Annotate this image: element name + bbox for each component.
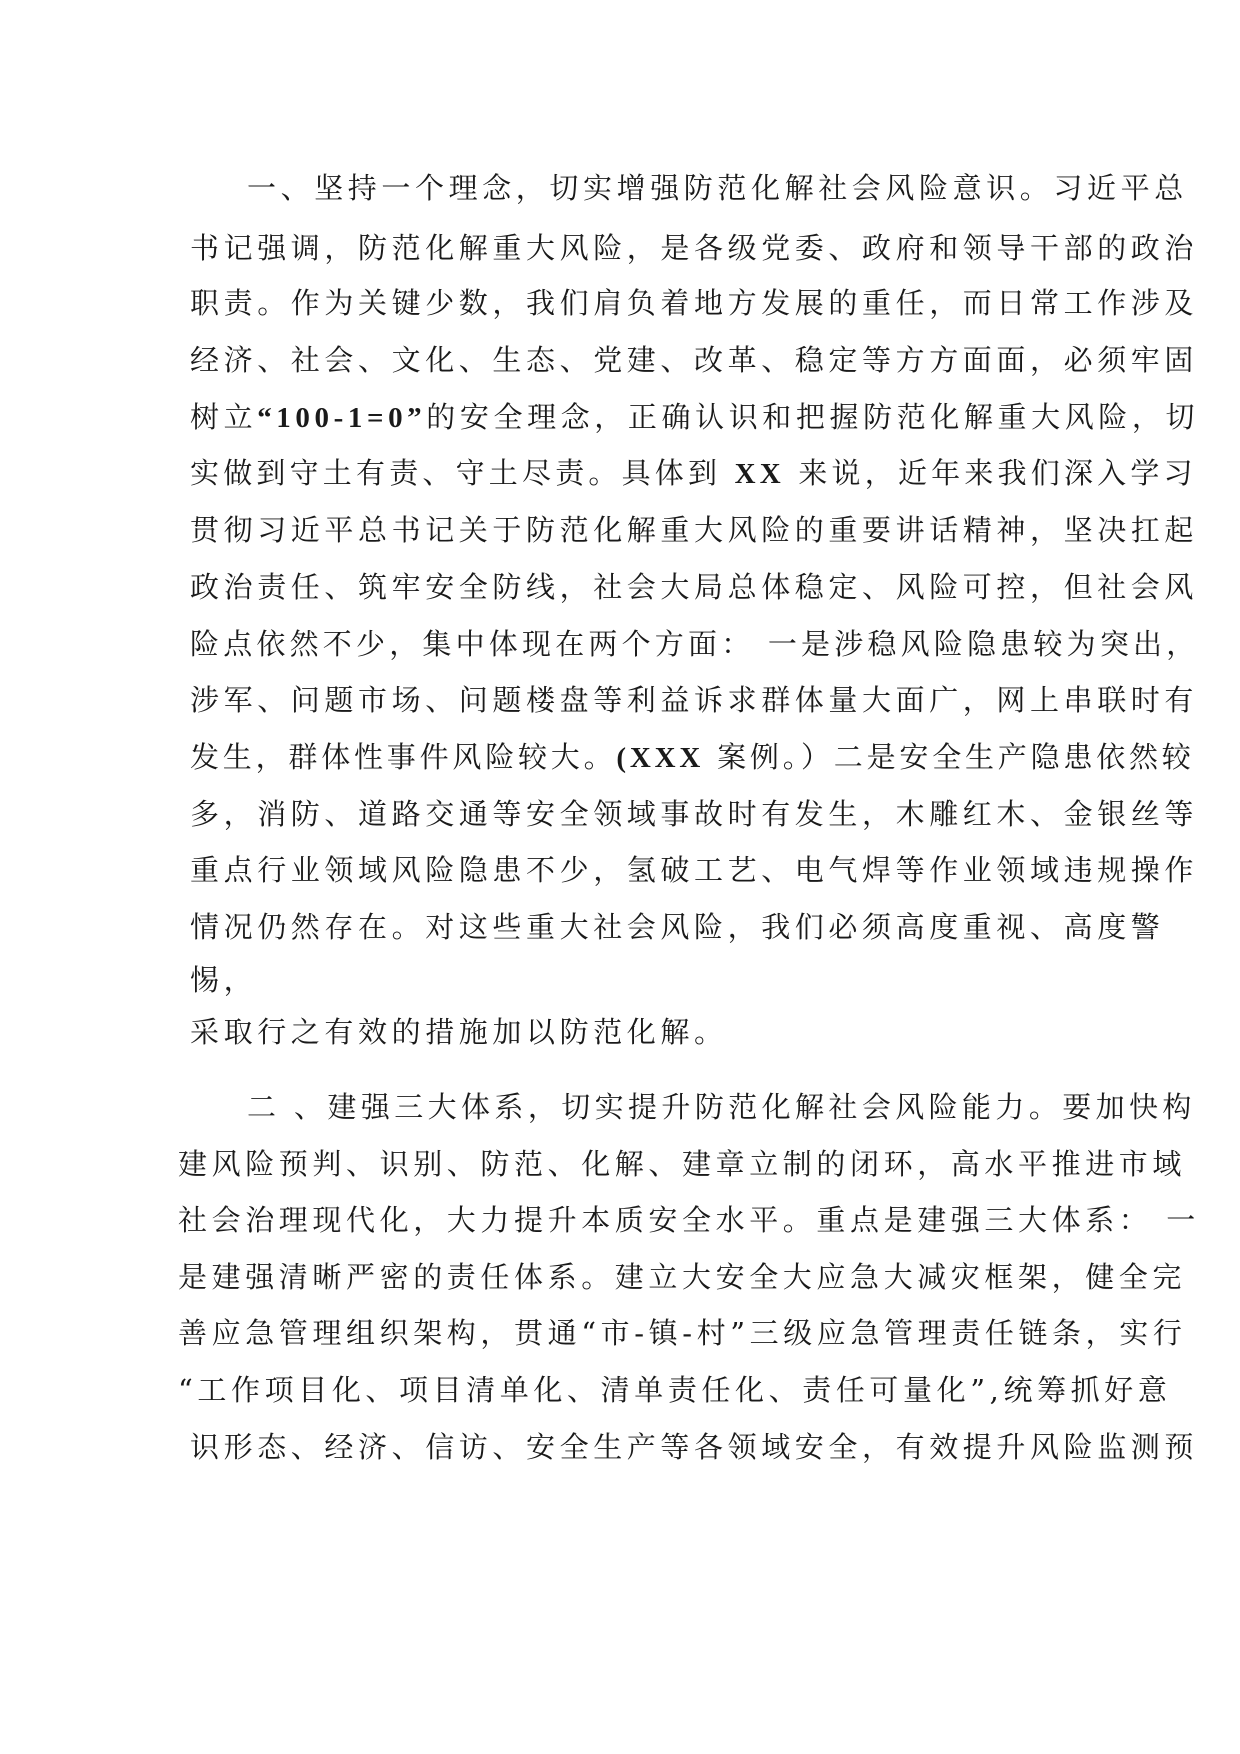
- paragraph-line: 一、坚持一个理念，切实增强防范化解社会风险意识。习近平总: [247, 171, 1188, 205]
- paragraph-line: 贯彻习近平总书记关于防范化解重大风险的重要讲话精神，坚决扛起: [190, 513, 1199, 547]
- paragraph-line: 采取行之有效的措施加以防范化解。: [190, 1015, 728, 1049]
- text-span: 发生，群体性事件风险较大。: [190, 740, 617, 774]
- paragraph-line: [190, 453, 1197, 494]
- paragraph-line: 是建强清晰严密的责任体系。建立大安全大应急大减灾框架，健全完: [178, 1260, 1187, 1294]
- paragraph-line: 重点行业领域风险隐患不少，氢破工艺、电气焊等作业领域违规操作: [190, 853, 1199, 887]
- paragraph-line: [190, 397, 1199, 438]
- text-span: 树立: [190, 400, 258, 434]
- paragraph-line: 识形态、经济、信访、安全生产等各领域安全，有效提升风险监测预: [190, 1430, 1199, 1464]
- paragraph-line: 书记强调，防范化解重大风险，是各级党委、政府和领导干部的政治: [190, 231, 1199, 265]
- paragraph-line: 善应急管理组织架构，贯通“市-镇-村”三级应急管理责任链条，实行: [178, 1316, 1187, 1350]
- paragraph-line: 二 、建强三大体系，切实提升防范化解社会风险能力。要加快构: [247, 1090, 1196, 1124]
- paragraph-line: 惕，: [190, 963, 258, 997]
- paragraph-line: “工作项目化、项目清单化、清单责任化、责任可量化”,统筹抓好意: [178, 1373, 1172, 1407]
- paragraph-line: 涉军、问题市场、问题楼盘等利益诉求群体量大面广，网上串联时有: [190, 683, 1199, 717]
- paragraph-line: 多，消防、道路交通等安全领域事故时有发生，木雕红木、金银丝等: [190, 797, 1199, 831]
- bold-span: “100-1=0”: [257, 402, 427, 434]
- text-span: 案例。）二是安全生产隐患依然较: [704, 740, 1195, 774]
- text-span: 的安全理念，正确认识和把握防范化解重大风险，切: [426, 400, 1200, 434]
- paragraph-line: 职责。作为关键少数，我们肩负着地方发展的重任，而日常工作涉及: [190, 286, 1199, 320]
- bold-span: XX: [734, 458, 785, 490]
- bold-span: (XXX: [616, 742, 705, 774]
- paragraph-line: 政治责任、筑牢安全防线，社会大局总体稳定、风险可控，但社会风: [190, 570, 1199, 604]
- paragraph-line: 情况仍然存在。对这些重大社会风险，我们必须高度重视、高度警: [190, 910, 1165, 944]
- text-span: 实做到守土有责、守土尽责。具体到: [190, 456, 735, 490]
- text-span: 来说，近年来我们深入学习: [784, 456, 1197, 490]
- paragraph-line: 建风险预判、识别、防范、化解、建章立制的闭环，高水平推进市域: [178, 1147, 1187, 1181]
- paragraph-line: 经济、社会、文化、生态、党建、改革、稳定等方方面面，必须牢固: [190, 343, 1199, 377]
- paragraph-line: 险点依然不少，集中体现在两个方面： 一是涉稳风险隐患较为突出，: [190, 627, 1200, 661]
- paragraph-line: [190, 737, 1195, 778]
- paragraph-line: 社会治理现代化，大力提升本质安全水平。重点是建强三大体系： 一: [178, 1203, 1200, 1237]
